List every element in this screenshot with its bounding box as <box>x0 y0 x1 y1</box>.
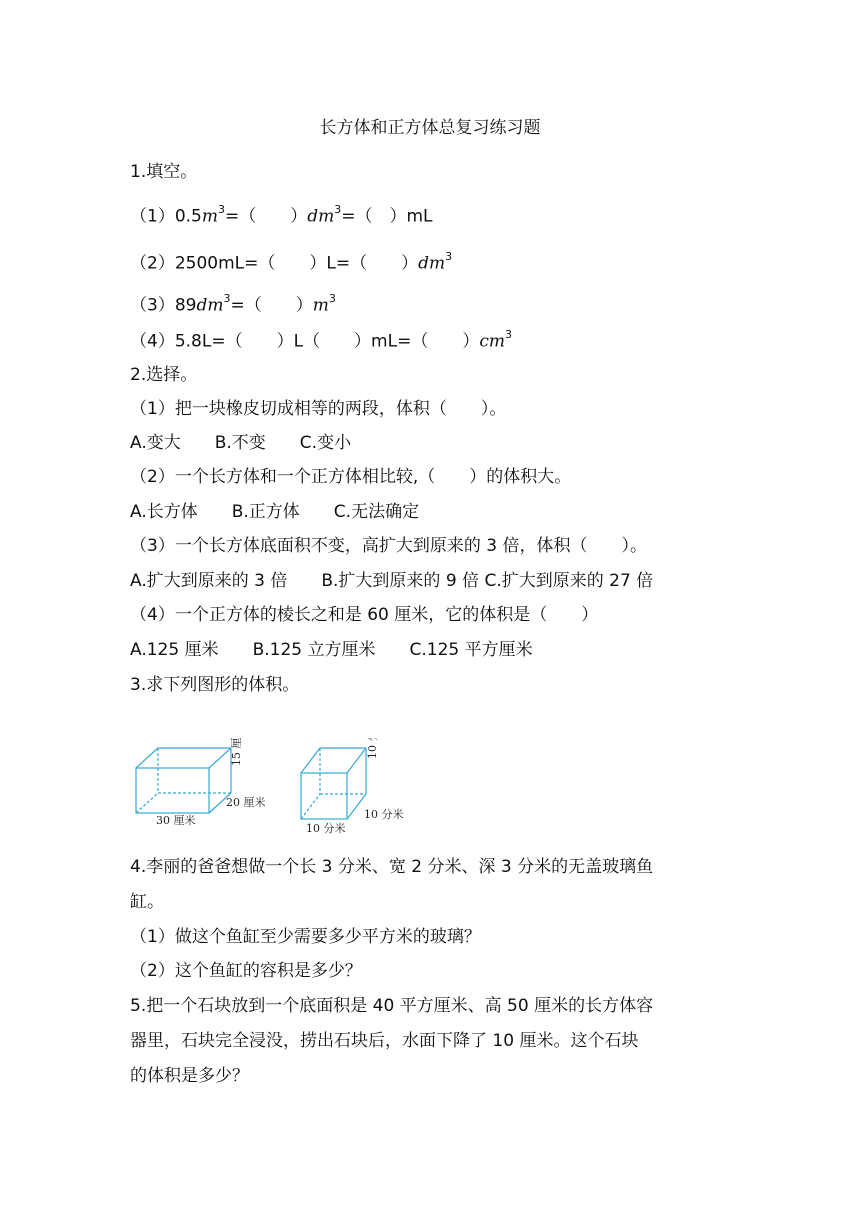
q1-item-1-unit-1: m <box>201 206 218 227</box>
cube-figure <box>301 748 366 819</box>
q1-item-4 <box>130 328 512 352</box>
q1-item-1-text-b: =（ ） <box>224 206 308 227</box>
q2-sub-3: （3）一个长方体底面积不变，高扩大到原来的 3 倍，体积（ ）。 <box>130 536 647 556</box>
page-title: 长方体和正方体总复习练习题 <box>319 118 541 138</box>
q5-line-3: 的体积是多少？ <box>130 1066 249 1086</box>
q1-item-3-text-a: （3）89 <box>130 295 197 316</box>
q2-sub-4: （4）一个正方体的棱长之和是 60 厘米，它的体积是（ ） <box>130 605 599 625</box>
q1-item-4-unit-1: cm <box>479 331 505 352</box>
cube-side-label: 10 分米 <box>364 808 404 821</box>
q2-sub-4-options: A.125 厘米 B.125 立方厘米 C.125 平方厘米 <box>130 640 533 660</box>
cuboid-figure <box>136 748 231 813</box>
q1-item-2-unit-1: dm <box>418 253 446 274</box>
q1-item-1-text-c: =（ ）mL <box>341 206 433 227</box>
q1-item-3-unit-1: dm <box>196 295 224 316</box>
q1-item-2-text-a: （2）2500mL=（ ）L=（ ） <box>130 253 419 274</box>
q1-item-4-exp-1: 3 <box>504 328 512 341</box>
q2-sub-2: （2）一个长方体和一个正方体相比较,（ ）的体积大。 <box>130 467 572 487</box>
q1-heading: 1.填空。 <box>130 162 198 182</box>
q1-item-1-exp-1: 3 <box>217 203 225 216</box>
q2-sub-1-options: A.变大 B.不变 C.变小 <box>130 433 352 453</box>
cube-height-label: 10 分米 <box>366 738 379 759</box>
q2-sub-1: （1）把一块橡皮切成相等的两段，体积（ ）。 <box>130 399 507 419</box>
q2-heading: 2.选择。 <box>130 365 198 385</box>
q1-item-1 <box>130 203 433 227</box>
q1-item-2 <box>130 250 453 274</box>
cuboid-length-label: 30 厘米 <box>156 814 196 827</box>
q1-item-1-unit-2: dm <box>307 206 335 227</box>
q1-item-3 <box>130 292 336 316</box>
q1-item-3-unit-2: m <box>312 295 329 316</box>
q1-item-1-text-a: （1）0.5 <box>130 206 202 227</box>
q5-line-1: 5.把一个石块放到一个底面积是 40 平方厘米、高 50 厘米的长方体容 <box>130 996 654 1016</box>
q4-line-1: 4.李丽的爸爸想做一个长 3 分米、宽 2 分米、深 3 分米的无盖玻璃鱼 <box>130 857 654 877</box>
cube-bottom-label: 10 分米 <box>306 822 346 835</box>
cuboid-height-label: 15 厘米 <box>230 738 243 766</box>
q2-sub-2-options: A.长方体 B.正方体 C.无法确定 <box>130 502 420 522</box>
q1-item-1-exp-2: 3 <box>334 203 342 216</box>
q1-item-3-text-b: =（ ） <box>230 295 313 316</box>
q1-item-2-exp-1: 3 <box>445 250 453 263</box>
solid-figures-svg <box>128 738 428 838</box>
q4-line-2: 缸。 <box>130 892 164 912</box>
cuboid-width-label: 20 厘米 <box>226 796 266 809</box>
q2-sub-3-options: A.扩大到原来的 3 倍 B.扩大到原来的 9 倍 C.扩大到原来的 27 倍 <box>130 571 654 591</box>
q4-sub-1: （1）做这个鱼缸至少需要多少平方米的玻璃？ <box>130 927 481 947</box>
q3-figures <box>128 738 428 843</box>
q1-item-3-exp-2: 3 <box>328 292 336 305</box>
q5-line-2: 器里，石块完全浸没，捞出石块后，水面下降了 10 厘米。这个石块 <box>130 1031 639 1051</box>
q1-item-3-exp-1: 3 <box>223 292 231 305</box>
q3-heading: 3.求下列图形的体积。 <box>130 675 300 695</box>
q1-item-4-text-a: （4）5.8L=（ ）L（ ）mL=（ ） <box>130 331 480 352</box>
q4-sub-2: （2）这个鱼缸的容积是多少？ <box>130 961 362 981</box>
